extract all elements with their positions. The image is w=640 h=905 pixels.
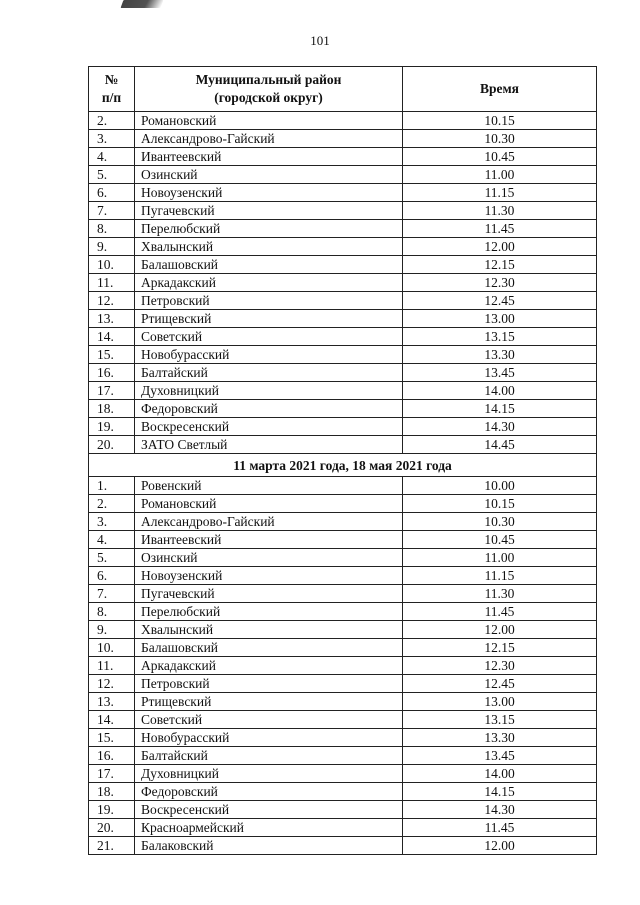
table-row bbox=[89, 819, 597, 837]
row-number: 11. bbox=[89, 274, 135, 292]
row-time: 11.15 bbox=[403, 184, 597, 202]
row-time: 14.00 bbox=[403, 382, 597, 400]
district-name: Ивантеевский bbox=[135, 531, 403, 549]
table-row bbox=[89, 310, 597, 328]
row-number: 10. bbox=[89, 256, 135, 274]
row-time: 13.30 bbox=[403, 346, 597, 364]
table-row bbox=[89, 256, 597, 274]
row-time: 13.00 bbox=[403, 310, 597, 328]
section-divider bbox=[89, 454, 597, 477]
table-row bbox=[89, 567, 597, 585]
row-time: 12.00 bbox=[403, 621, 597, 639]
row-time: 12.45 bbox=[403, 675, 597, 693]
table-row bbox=[89, 477, 597, 495]
table-row bbox=[89, 274, 597, 292]
row-number: 14. bbox=[89, 328, 135, 346]
row-time: 14.30 bbox=[403, 801, 597, 819]
row-number: 14. bbox=[89, 711, 135, 729]
row-number: 6. bbox=[89, 567, 135, 585]
district-name: Воскресенский bbox=[135, 418, 403, 436]
header-time: Время bbox=[403, 67, 597, 112]
row-time: 12.15 bbox=[403, 639, 597, 657]
row-time: 11.00 bbox=[403, 549, 597, 567]
page-number: 101 bbox=[310, 33, 330, 48]
row-number: 2. bbox=[89, 495, 135, 513]
row-number: 9. bbox=[89, 238, 135, 256]
row-number: 11. bbox=[89, 657, 135, 675]
row-time: 12.00 bbox=[403, 837, 597, 855]
row-time: 13.15 bbox=[403, 711, 597, 729]
row-time: 11.15 bbox=[403, 567, 597, 585]
row-time: 14.15 bbox=[403, 783, 597, 801]
district-name: Романовский bbox=[135, 112, 403, 130]
row-number: 10. bbox=[89, 639, 135, 657]
row-number: 16. bbox=[89, 364, 135, 382]
row-time: 10.45 bbox=[403, 531, 597, 549]
table-row bbox=[89, 765, 597, 783]
row-time: 10.15 bbox=[403, 495, 597, 513]
table-row bbox=[89, 328, 597, 346]
header-district-line1: Муниципальный район bbox=[195, 72, 342, 87]
table-row bbox=[89, 495, 597, 513]
district-name: Новоузенский bbox=[135, 567, 403, 585]
table-row bbox=[89, 549, 597, 567]
row-number: 12. bbox=[89, 675, 135, 693]
row-number: 13. bbox=[89, 310, 135, 328]
row-number: 20. bbox=[89, 436, 135, 454]
row-number: 19. bbox=[89, 801, 135, 819]
district-name: Александрово-Гайский bbox=[135, 130, 403, 148]
district-name: Красноармейский bbox=[135, 819, 403, 837]
row-time: 10.45 bbox=[403, 148, 597, 166]
table-row bbox=[89, 148, 597, 166]
row-number: 13. bbox=[89, 693, 135, 711]
row-time: 10.00 bbox=[403, 477, 597, 495]
district-name: Аркадакский bbox=[135, 274, 403, 292]
row-time: 10.15 bbox=[403, 112, 597, 130]
block2-rows bbox=[89, 477, 597, 855]
header-district-line2: (городской округ) bbox=[214, 90, 323, 105]
row-time: 11.00 bbox=[403, 166, 597, 184]
row-time: 14.30 bbox=[403, 418, 597, 436]
table-row bbox=[89, 220, 597, 238]
header-number bbox=[89, 67, 135, 112]
district-name: ЗАТО Светлый bbox=[135, 436, 403, 454]
district-name: Федоровский bbox=[135, 783, 403, 801]
district-name: Ртищевский bbox=[135, 693, 403, 711]
district-name: Балтайский bbox=[135, 364, 403, 382]
table-row bbox=[89, 112, 597, 130]
row-number: 12. bbox=[89, 292, 135, 310]
row-time: 11.45 bbox=[403, 819, 597, 837]
header-district bbox=[135, 67, 403, 112]
table-row bbox=[89, 837, 597, 855]
row-time: 14.45 bbox=[403, 436, 597, 454]
table-row bbox=[89, 675, 597, 693]
district-name: Советский bbox=[135, 711, 403, 729]
row-number: 8. bbox=[89, 220, 135, 238]
row-time: 12.00 bbox=[403, 238, 597, 256]
row-number: 5. bbox=[89, 549, 135, 567]
row-number: 18. bbox=[89, 783, 135, 801]
district-name: Петровский bbox=[135, 675, 403, 693]
table-row bbox=[89, 292, 597, 310]
table-row bbox=[89, 513, 597, 531]
district-name: Новобурасский bbox=[135, 346, 403, 364]
row-time: 12.30 bbox=[403, 657, 597, 675]
row-number: 1. bbox=[89, 477, 135, 495]
row-time: 11.30 bbox=[403, 202, 597, 220]
district-name: Романовский bbox=[135, 495, 403, 513]
district-name: Озинский bbox=[135, 549, 403, 567]
table-row bbox=[89, 364, 597, 382]
row-time: 12.45 bbox=[403, 292, 597, 310]
table-row bbox=[89, 202, 597, 220]
table-row bbox=[89, 711, 597, 729]
district-name: Петровский bbox=[135, 292, 403, 310]
table-header-row bbox=[89, 67, 597, 112]
table-row bbox=[89, 184, 597, 202]
district-name: Озинский bbox=[135, 166, 403, 184]
row-number: 3. bbox=[89, 130, 135, 148]
row-time: 11.45 bbox=[403, 603, 597, 621]
row-number: 9. bbox=[89, 621, 135, 639]
row-time: 14.00 bbox=[403, 765, 597, 783]
row-time: 12.30 bbox=[403, 274, 597, 292]
row-time: 10.30 bbox=[403, 130, 597, 148]
row-number: 17. bbox=[89, 382, 135, 400]
district-name: Балаковский bbox=[135, 837, 403, 855]
section-row bbox=[89, 454, 597, 477]
district-name: Перелюбский bbox=[135, 603, 403, 621]
district-name: Духовницкий bbox=[135, 382, 403, 400]
row-number: 4. bbox=[89, 148, 135, 166]
row-time: 10.30 bbox=[403, 513, 597, 531]
schedule-table bbox=[88, 66, 597, 855]
row-number: 7. bbox=[89, 202, 135, 220]
district-name: Александрово-Гайский bbox=[135, 513, 403, 531]
row-time: 13.00 bbox=[403, 693, 597, 711]
row-number: 19. bbox=[89, 418, 135, 436]
table-row bbox=[89, 693, 597, 711]
header-number-line2: п/п bbox=[101, 90, 122, 105]
row-number: 20. bbox=[89, 819, 135, 837]
row-number: 3. bbox=[89, 513, 135, 531]
table-row bbox=[89, 130, 597, 148]
table-row bbox=[89, 585, 597, 603]
row-time: 13.45 bbox=[403, 364, 597, 382]
table-row bbox=[89, 603, 597, 621]
table-row bbox=[89, 382, 597, 400]
row-number: 7. bbox=[89, 585, 135, 603]
table-row bbox=[89, 436, 597, 454]
row-number: 16. bbox=[89, 747, 135, 765]
row-time: 11.30 bbox=[403, 585, 597, 603]
district-name: Балтайский bbox=[135, 747, 403, 765]
table-row bbox=[89, 238, 597, 256]
district-name: Хвалынский bbox=[135, 621, 403, 639]
district-name: Федоровский bbox=[135, 400, 403, 418]
district-name: Балашовский bbox=[135, 256, 403, 274]
district-name: Ровенский bbox=[135, 477, 403, 495]
district-name: Духовницкий bbox=[135, 765, 403, 783]
table-row bbox=[89, 729, 597, 747]
district-name: Пугачевский bbox=[135, 202, 403, 220]
table-row bbox=[89, 531, 597, 549]
district-name: Советский bbox=[135, 328, 403, 346]
row-number: 18. bbox=[89, 400, 135, 418]
table-row bbox=[89, 418, 597, 436]
district-name: Воскресенский bbox=[135, 801, 403, 819]
table-row bbox=[89, 166, 597, 184]
row-time: 13.45 bbox=[403, 747, 597, 765]
scan-artifact-mark bbox=[121, 0, 164, 8]
district-name: Новобурасский bbox=[135, 729, 403, 747]
district-name: Ивантеевский bbox=[135, 148, 403, 166]
header-number-line1: № bbox=[104, 72, 119, 87]
row-time: 13.15 bbox=[403, 328, 597, 346]
district-name: Хвалынский bbox=[135, 238, 403, 256]
block1-rows bbox=[89, 112, 597, 454]
row-number: 6. bbox=[89, 184, 135, 202]
row-time: 14.15 bbox=[403, 400, 597, 418]
row-number: 4. bbox=[89, 531, 135, 549]
district-name: Аркадакский bbox=[135, 657, 403, 675]
table-row bbox=[89, 783, 597, 801]
district-name: Пугачевский bbox=[135, 585, 403, 603]
row-number: 5. bbox=[89, 166, 135, 184]
row-number: 17. bbox=[89, 765, 135, 783]
district-name: Новоузенский bbox=[135, 184, 403, 202]
row-number: 15. bbox=[89, 346, 135, 364]
table-row bbox=[89, 639, 597, 657]
district-name: Ртищевский bbox=[135, 310, 403, 328]
table-row bbox=[89, 621, 597, 639]
section-title: 11 марта 2021 года, 18 мая 2021 года bbox=[89, 454, 597, 477]
table-row bbox=[89, 747, 597, 765]
table-row bbox=[89, 400, 597, 418]
row-time: 11.45 bbox=[403, 220, 597, 238]
table-row bbox=[89, 657, 597, 675]
row-number: 8. bbox=[89, 603, 135, 621]
district-name: Балашовский bbox=[135, 639, 403, 657]
district-name: Перелюбский bbox=[135, 220, 403, 238]
row-number: 15. bbox=[89, 729, 135, 747]
table-row bbox=[89, 346, 597, 364]
row-number: 21. bbox=[89, 837, 135, 855]
table-row bbox=[89, 801, 597, 819]
row-time: 12.15 bbox=[403, 256, 597, 274]
row-number: 2. bbox=[89, 112, 135, 130]
row-time: 13.30 bbox=[403, 729, 597, 747]
